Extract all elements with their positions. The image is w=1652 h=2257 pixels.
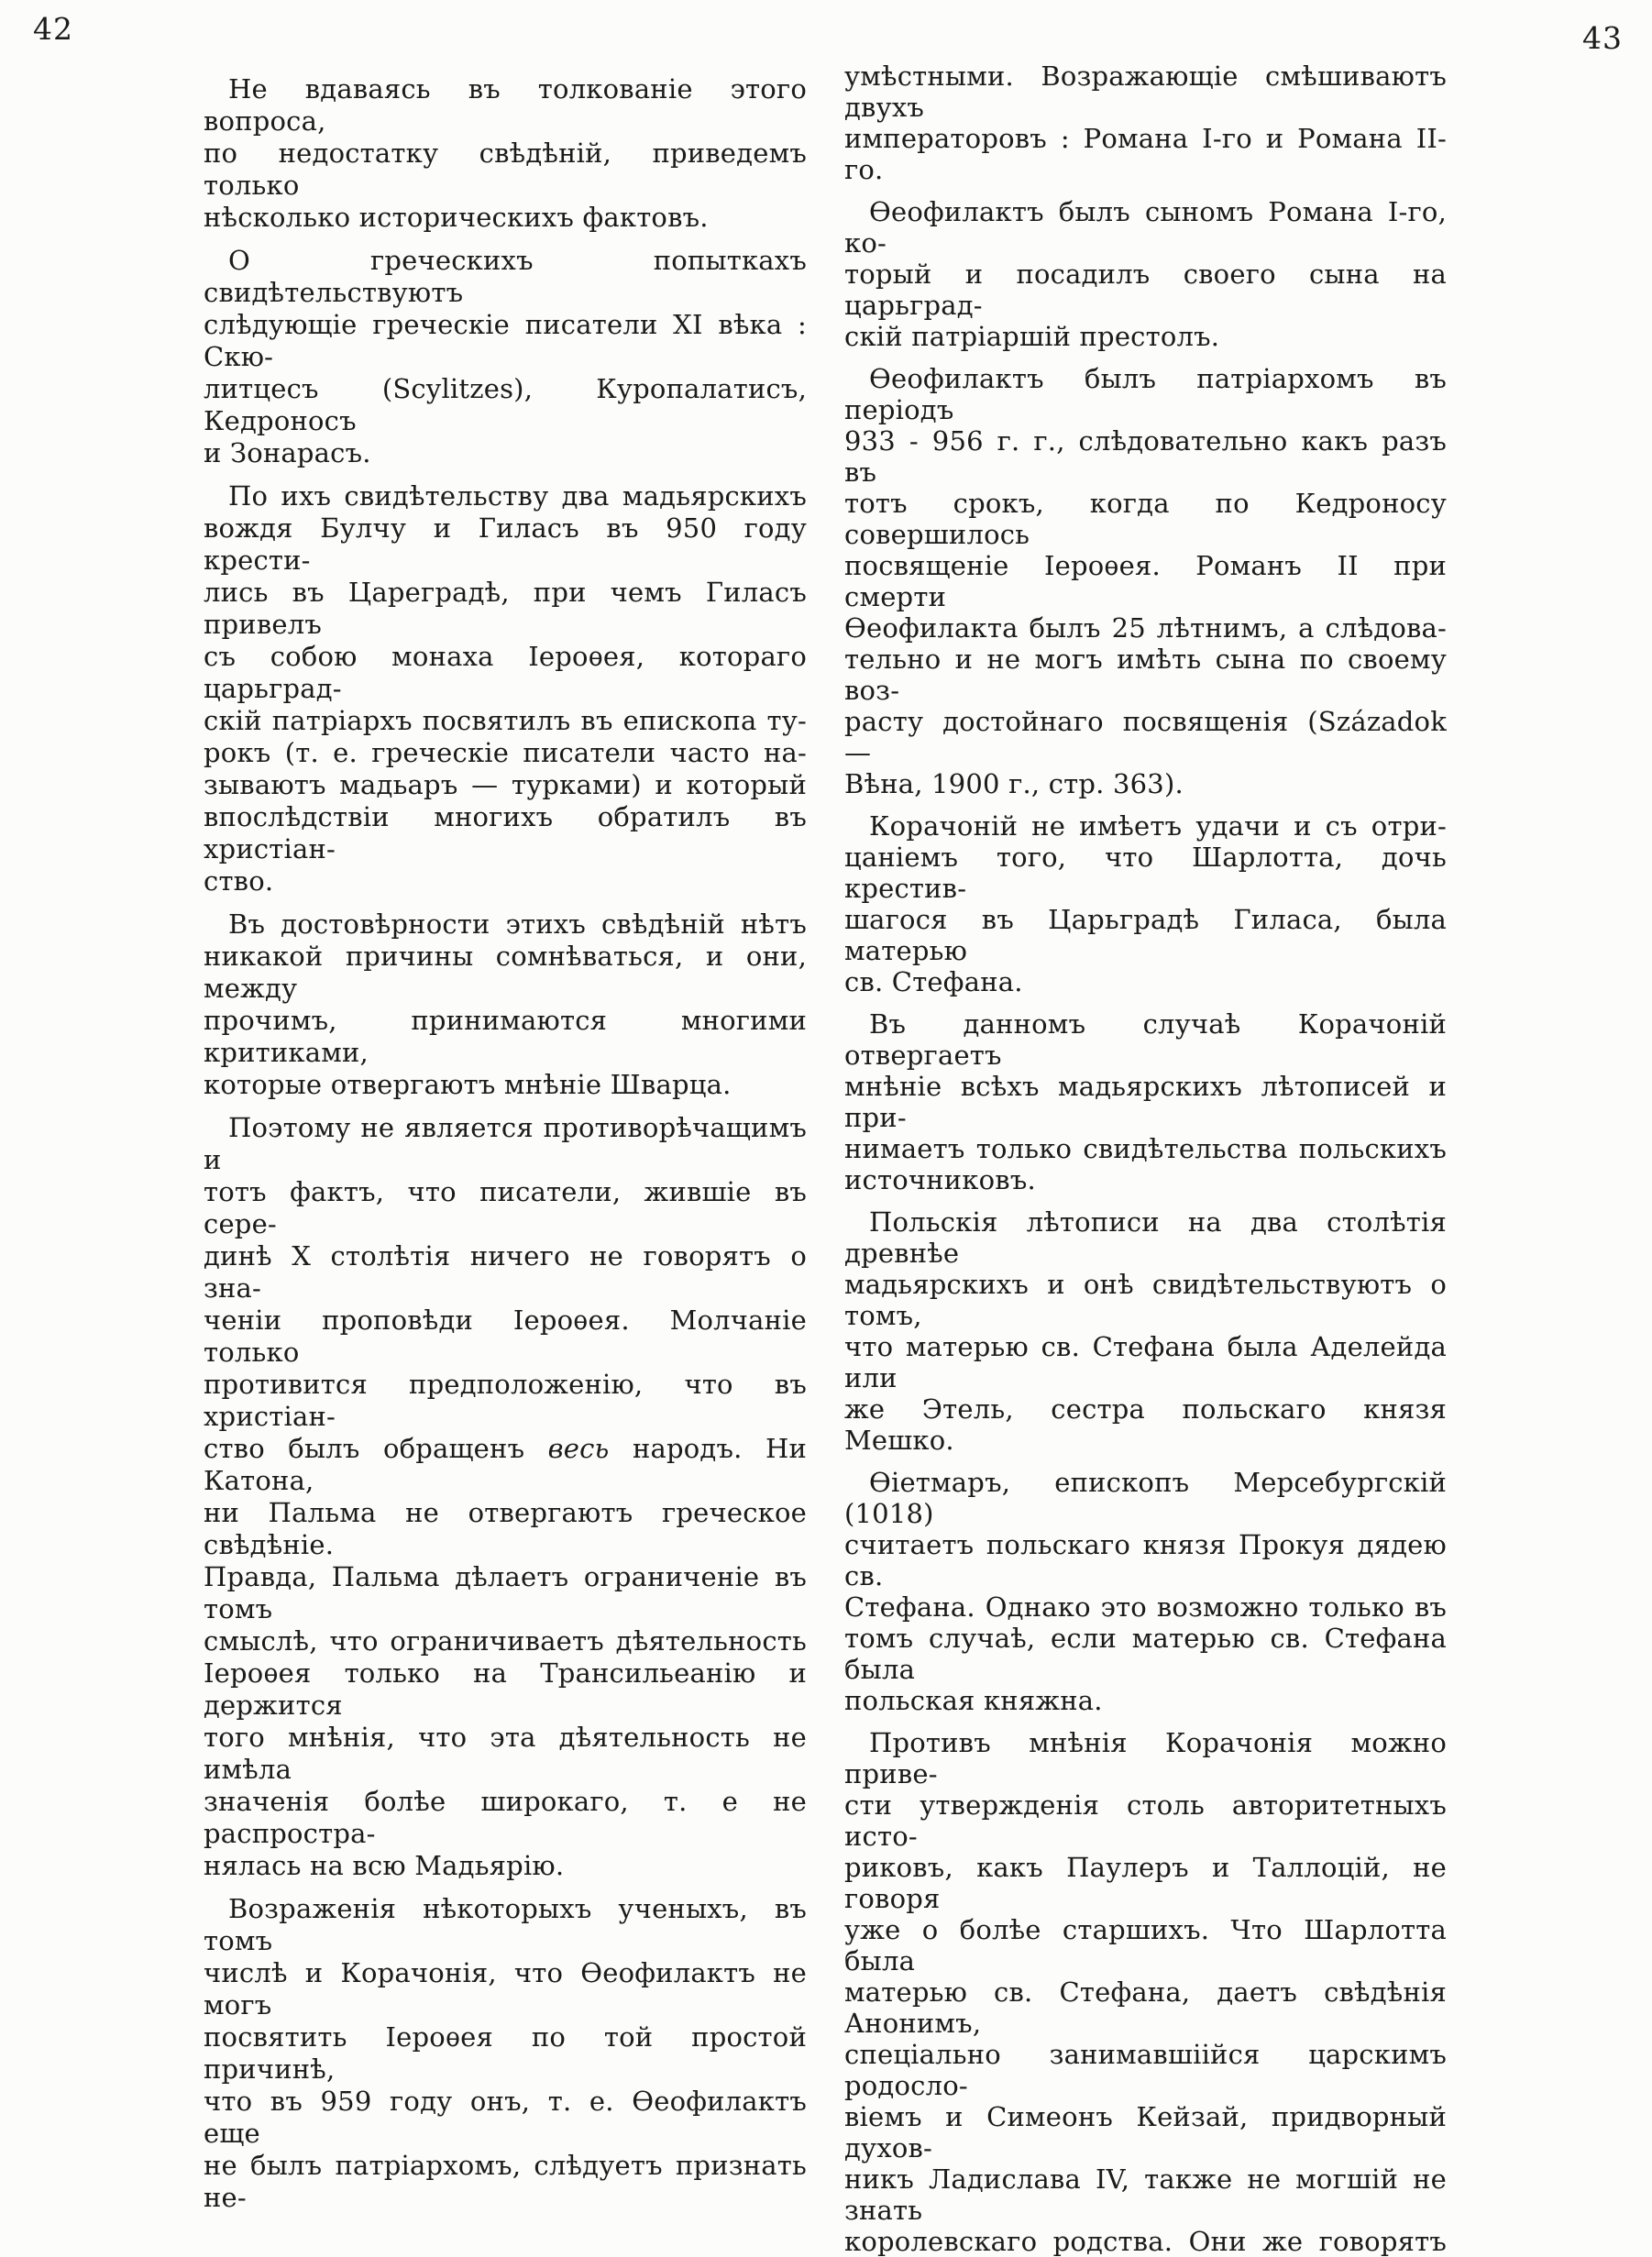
paragraph <box>204 1112 807 1882</box>
text-line: что въ 959 году онъ, т. е. Ѳеофилактъ еще <box>204 2086 807 2149</box>
text-line: вождя Булчу и Гиласъ въ 950 году крести- <box>204 512 807 576</box>
text-line: тельно и не могъ имѣть сына по своему воз- <box>844 644 1447 706</box>
text-line: того мнѣнія, что эта дѣятельность не имѣла <box>204 1722 807 1785</box>
text-line: скій патріархъ посвятилъ въ епископа ту- <box>204 705 807 736</box>
text-line: числѣ и Корачонія, что Ѳеофилактъ не могъ <box>204 1957 807 2020</box>
text-line: віемъ и Симеонъ Кейзай, придворный духов- <box>844 2101 1447 2163</box>
text-line: шагося въ Царьградѣ Гиласа, была матерью <box>844 904 1447 966</box>
paragraph <box>844 1727 1447 2257</box>
text-line: что матерью св. Стефана была Аделейда или <box>844 1331 1447 1393</box>
text-line: Въ достовѣрности этихъ свѣдѣній нѣтъ <box>228 908 807 940</box>
text-line: уже о болѣе старшихъ. Что Шарлотта была <box>844 1914 1447 1976</box>
text-line: по недостатку свѣдѣній, приведемъ только <box>204 138 807 201</box>
text-line: тотъ фактъ, что писатели, жившіе въ сере- <box>204 1176 807 1239</box>
paragraph <box>204 1893 807 2214</box>
paragraph <box>844 1008 1447 1195</box>
paragraph <box>204 245 807 469</box>
text-line: мадьярскихъ и онѣ свидѣтельствуютъ о томъ, <box>844 1269 1447 1331</box>
text-line: посвященіе Іероѳея. Романъ II при смерти <box>844 550 1447 612</box>
text-line: Польскія лѣтописи на два столѣтія древнѣе <box>844 1206 1447 1269</box>
text-line: О греческихъ попыткахъ свидѣтельствуютъ <box>204 245 807 308</box>
text-line: сти утвержденія столь авторитетныхъ исто- <box>844 1789 1447 1852</box>
text-line: цаніемъ того, что Шарлотта, дочь крестив- <box>844 842 1447 904</box>
paragraph <box>204 73 807 234</box>
text-line: динѣ X столѣтія ничего не говорятъ о зна- <box>204 1240 807 1304</box>
text-line: никакой причины сомнѣваться, и они, между <box>204 941 807 1004</box>
text-line: Противъ мнѣнія Корачонія можно приве- <box>844 1727 1447 1789</box>
text-line: же Этель, сестра польскаго князя Мешко. <box>844 1393 1447 1456</box>
paragraph <box>844 810 1447 997</box>
right-page-text <box>844 61 1447 2257</box>
text-line: ство. <box>204 865 274 897</box>
paragraph <box>844 196 1447 352</box>
text-line: нѣсколько историческихъ фактовъ. <box>204 202 709 233</box>
text-line: Стефана. Однако это возможно только въ <box>844 1591 1447 1623</box>
text-line: Вѣна, 1900 г., стр. 363). <box>844 768 1184 799</box>
text-line: Ѳіетмаръ, епископъ Мерсебургскій (1018) <box>844 1467 1447 1529</box>
paragraph <box>204 480 807 897</box>
text-line: томъ случаѣ, если матерью св. Стефана была <box>844 1623 1447 1685</box>
text-line: Ѳеофилактъ былъ патріархомъ въ періодъ <box>844 363 1447 425</box>
text-line: св. Стефана. <box>844 966 1023 997</box>
text-line: ство былъ обращенъ весь народъ. Ни Катона, <box>204 1433 807 1496</box>
text-line: никъ Ладислава IV, также не могшій не знать <box>844 2163 1447 2226</box>
text-line: съ собою монаха Іероѳея, котораго царьград- <box>204 641 807 704</box>
text-line: впослѣдствіи многихъ обратилъ въ христіан- <box>204 801 807 864</box>
text-line: умѣстными. Возражающіе смѣшиваютъ двухъ <box>844 61 1447 123</box>
text-line: противится предположенію, что въ христіан- <box>204 1369 807 1432</box>
text-line: смыслѣ, что ограничиваетъ дѣятельность <box>204 1625 807 1657</box>
text-line: спеціально занимавшіійся царскимъ родосло- <box>844 2039 1447 2101</box>
text-line: лись въ Цареградѣ, при чемъ Гиласъ привелъ <box>204 577 807 640</box>
text-line: ченіи проповѣди Іероѳея. Молчаніе только <box>204 1305 807 1368</box>
text-line: прочимъ, принимаются многими критиками, <box>204 1005 807 1068</box>
text-line: Въ данномъ случаѣ Корачоній отвергаетъ <box>844 1008 1447 1071</box>
text-line: не былъ патріархомъ, слѣдуетъ признать не- <box>204 2150 807 2213</box>
text-line: Іероѳея только на Трансильеанію и держится <box>204 1657 807 1721</box>
text-line: Ѳеофилакта былъ 25 лѣтнимъ, а слѣдова- <box>844 612 1447 644</box>
paragraph <box>204 908 807 1101</box>
text-line: Корачоній не имѣетъ удачи и съ отри- <box>869 810 1447 842</box>
text-line: торый и посадилъ своего сына на царьград- <box>844 259 1447 321</box>
text-line: королевскаго родства. Они же говорятъ <box>844 2226 1447 2257</box>
text-line: Возраженія нѣкоторыхъ ученыхъ, въ томъ <box>204 1893 807 1956</box>
paragraph <box>844 61 1447 185</box>
text-line: польская княжна. <box>844 1685 1103 1716</box>
text-line: литцесъ (Scylitzes), Куропалатисъ, Кедроносъ <box>204 373 807 436</box>
text-line: ни Пальма не отвергаютъ греческое свѣдѣніе. <box>204 1497 807 1560</box>
text-line: 933 - 956 г. г., слѣдовательно какъ разъ въ <box>844 425 1447 488</box>
paragraph <box>844 363 1447 799</box>
text-line: посвятить Іероѳея по той простой причинѣ, <box>204 2021 807 2085</box>
page-number-left: 42 <box>33 11 73 47</box>
text-line: императоровъ : Романа I-го и Романа II-го. <box>844 123 1447 185</box>
text-line: источниковъ. <box>844 1164 1036 1195</box>
text-line: Поэтому не является противорѣчащимъ и <box>204 1112 807 1175</box>
text-line: мнѣніе всѣхъ мадьярскихъ лѣтописей и при- <box>844 1071 1447 1133</box>
text-line: значенія болѣе широкаго, т. е не распростра- <box>204 1786 807 1849</box>
text-line: расту достойнаго посвященія (Századok — <box>844 706 1447 768</box>
text-line: матерью св. Стефана, даетъ свѣдѣнія Анонимъ, <box>844 1976 1447 2039</box>
text-line: тотъ срокъ, когда по Кедроносу совершилось <box>844 488 1447 550</box>
text-line: и Зонарасъ. <box>204 437 371 468</box>
page-number-right: 43 <box>1582 20 1623 56</box>
text-line: скій патріаршій престолъ. <box>844 321 1220 352</box>
text-line: нялась на всю Мадьярію. <box>204 1850 565 1881</box>
paragraph <box>844 1467 1447 1716</box>
text-line: нимаетъ только свидѣтельства польскихъ <box>844 1133 1447 1164</box>
text-line: слѣдующіе греческіе писатели XI вѣка : Скю- <box>204 309 807 372</box>
text-line: Не вдаваясь въ толкованіе этого вопроса, <box>204 73 807 137</box>
left-page-text <box>204 73 807 2214</box>
text-line: рокъ (т. е. греческіе писатели часто на- <box>204 737 807 768</box>
text-line: которые отвергаютъ мнѣніе Шварца. <box>204 1069 732 1100</box>
text-line: риковъ, какъ Паулеръ и Таллоцій, не говоря <box>844 1852 1447 1914</box>
text-line: Правда, Пальма дѣлаетъ ограниченіе въ томъ <box>204 1561 807 1624</box>
paragraph <box>844 1206 1447 1456</box>
text-line: По ихъ свидѣтельству два мадьярскихъ <box>228 480 807 512</box>
text-line: считаетъ польскаго князя Прокуя дядею св. <box>844 1529 1447 1591</box>
text-line: Ѳеофилактъ былъ сыномъ Романа I-го, ко- <box>844 196 1447 259</box>
text-line: зываютъ мадьаръ — турками) и который <box>204 769 807 800</box>
